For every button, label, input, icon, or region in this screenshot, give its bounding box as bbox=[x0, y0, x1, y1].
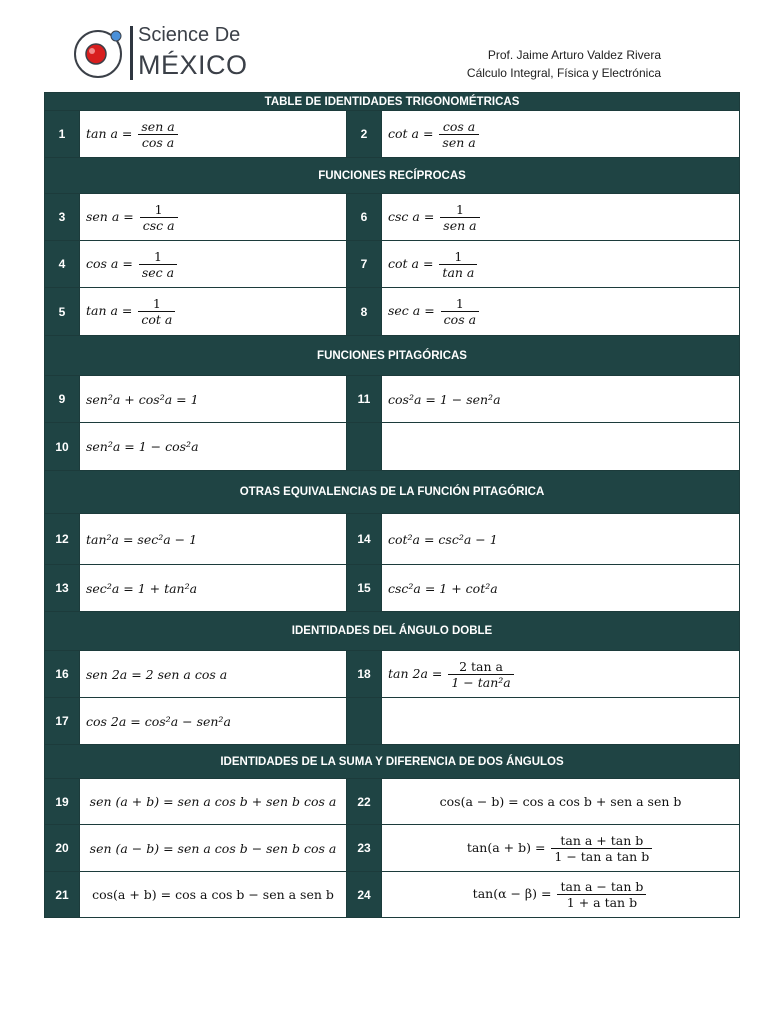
logo bbox=[72, 24, 248, 84]
row-number: 7 bbox=[347, 241, 382, 288]
row-number: 19 bbox=[45, 779, 80, 825]
table-title-row bbox=[45, 93, 740, 111]
table-row bbox=[45, 288, 740, 336]
row-number: 10 bbox=[45, 423, 80, 471]
section-header-row bbox=[45, 745, 740, 779]
logo-text-line2: MÉXICO bbox=[138, 50, 248, 80]
table-row bbox=[45, 514, 740, 565]
row-number: 5 bbox=[45, 288, 80, 336]
table-row bbox=[45, 779, 740, 825]
table-row bbox=[45, 194, 740, 241]
section-title: IDENTIDADES DEL ÁNGULO DOBLE bbox=[45, 612, 740, 651]
logo-divider bbox=[130, 26, 133, 80]
identity-formula: tan a = $\frac{\text{sen a}}{\text{cos a}}$ bbox=[80, 111, 347, 158]
section-title: OTRAS EQUIVALENCIAS DE LA FUNCIÓN PITAGÓRICA bbox=[45, 471, 740, 514]
table-row bbox=[45, 241, 740, 288]
identity-formula: tan²a = sec²a − 1 bbox=[80, 514, 347, 565]
row-number: 1 bbox=[45, 111, 80, 158]
section-header-row bbox=[45, 336, 740, 376]
table-row bbox=[45, 423, 740, 471]
row-number: 21 bbox=[45, 872, 80, 918]
table-row bbox=[45, 698, 740, 745]
table-row bbox=[45, 111, 740, 158]
row-number: 3 bbox=[45, 194, 80, 241]
row-number: 13 bbox=[45, 565, 80, 612]
row-number: 23 bbox=[347, 825, 382, 872]
empty-cell bbox=[382, 698, 740, 745]
identity-formula: cos²a = 1 − sen²a bbox=[382, 376, 740, 423]
identity-formula: csc a = $\frac{1}{\text{sen a}}$ bbox=[382, 194, 740, 241]
identity-formula: sec a = $\frac{1}{\text{cos a}}$ bbox=[382, 288, 740, 336]
identity-formula: sen 2a = 2 sen a cos a bbox=[80, 651, 347, 698]
row-number: 8 bbox=[347, 288, 382, 336]
author-name: Prof. Jaime Arturo Valdez Rivera bbox=[487, 48, 661, 62]
section-title: FUNCIONES RECÍPROCAS bbox=[45, 158, 740, 194]
empty-cell bbox=[382, 423, 740, 471]
row-number: 14 bbox=[347, 514, 382, 565]
row-number: 6 bbox=[347, 194, 382, 241]
table-title: TABLE DE IDENTIDADES TRIGONOMÉTRICAS bbox=[45, 93, 740, 111]
row-number: 11 bbox=[347, 376, 382, 423]
identity-formula: sen (a − b) = sen a cos b − sen b cos a bbox=[80, 825, 347, 872]
row-number: 12 bbox=[45, 514, 80, 565]
identity-formula: cos(a + b) = cos a cos b − sen a sen b bbox=[80, 872, 347, 918]
identity-formula: cos a = $\frac{1}{\text{sec a}}$ bbox=[80, 241, 347, 288]
identity-formula: sen²a = 1 − cos²a bbox=[80, 423, 347, 471]
identity-formula: tan a = $\frac{1}{\text{cot a}}$ bbox=[80, 288, 347, 336]
identity-formula: sen a = $\frac{1}{\text{csc a}}$ bbox=[80, 194, 347, 241]
identity-formula: tan 2a = $\frac{\text{2 tan a}}{\text{1 − tan²a}}$ bbox=[382, 651, 740, 698]
row-number: 16 bbox=[45, 651, 80, 698]
row-number-empty bbox=[347, 423, 382, 471]
identity-formula: tan(a + b) = $\frac{\text{tan a + tan b}}{\text{1 − tan a tan b}}$ bbox=[382, 825, 740, 872]
row-number: 24 bbox=[347, 872, 382, 918]
section-header-row bbox=[45, 158, 740, 194]
row-number: 4 bbox=[45, 241, 80, 288]
identity-formula: cot a = $\frac{\text{cos a}}{\text{sen a}}$ bbox=[382, 111, 740, 158]
identity-formula: sen²a + cos²a = 1 bbox=[80, 376, 347, 423]
row-number: 15 bbox=[347, 565, 382, 612]
section-header-row bbox=[45, 471, 740, 514]
identities-table bbox=[44, 92, 740, 918]
table-row bbox=[45, 872, 740, 918]
table-row bbox=[45, 651, 740, 698]
row-number-empty bbox=[347, 698, 382, 745]
identity-formula: cos 2a = cos²a − sen²a bbox=[80, 698, 347, 745]
logo-text-line1: Science De bbox=[138, 24, 241, 46]
row-number: 20 bbox=[45, 825, 80, 872]
author-block bbox=[467, 46, 661, 82]
row-number: 22 bbox=[347, 779, 382, 825]
section-title: FUNCIONES PITAGÓRICAS bbox=[45, 336, 740, 376]
atom-logo-icon bbox=[72, 26, 126, 80]
row-number: 2 bbox=[347, 111, 382, 158]
section-header-row bbox=[45, 612, 740, 651]
row-number: 18 bbox=[347, 651, 382, 698]
identity-formula: cot a = $\frac{1}{\text{tan a}}$ bbox=[382, 241, 740, 288]
row-number: 9 bbox=[45, 376, 80, 423]
identity-formula: sen (a + b) = sen a cos b + sen b cos a bbox=[80, 779, 347, 825]
identity-formula: csc²a = 1 + cot²a bbox=[382, 565, 740, 612]
section-title: IDENTIDADES DE LA SUMA Y DIFERENCIA DE DOS ÁNGULOS bbox=[45, 745, 740, 779]
table-row bbox=[45, 825, 740, 872]
row-number: 17 bbox=[45, 698, 80, 745]
identity-formula: cos(a − b) = cos a cos b + sen a sen b bbox=[382, 779, 740, 825]
identity-formula: cot²a = csc²a − 1 bbox=[382, 514, 740, 565]
author-subject: Cálculo Integral, Física y Electrónica bbox=[466, 66, 661, 80]
identity-formula: sec²a = 1 + tan²a bbox=[80, 565, 347, 612]
table-row bbox=[45, 565, 740, 612]
table-row bbox=[45, 376, 740, 423]
identity-formula: tan(α − β) = $\frac{\text{tan a − tan b}}{\text{1 + a tan b}}$ bbox=[382, 872, 740, 918]
